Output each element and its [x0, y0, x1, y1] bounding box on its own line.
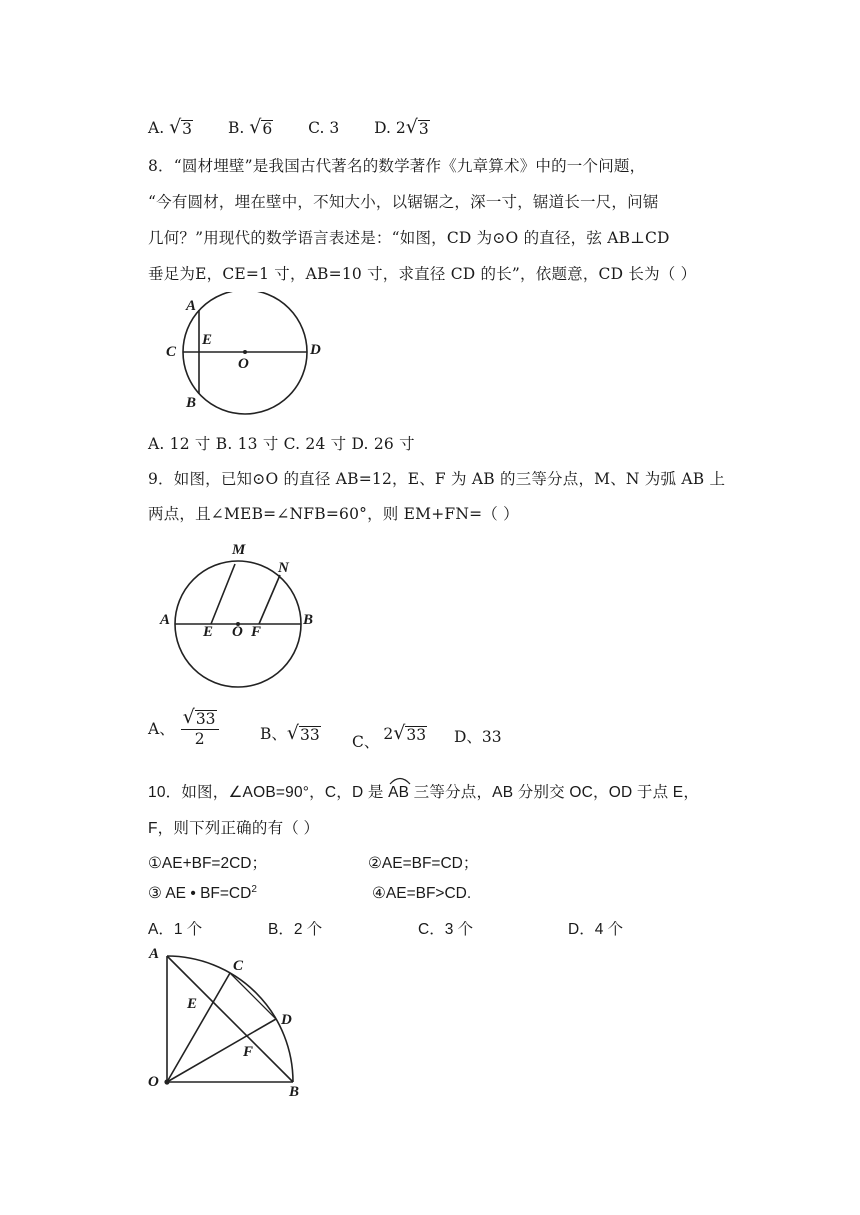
q10-line-2: F，则下列正确的有（ ） [148, 820, 320, 837]
q10-statement-2: ②AE=BF=CD； [368, 855, 479, 872]
q10-label-c: C [233, 958, 244, 974]
q8-figure [160, 292, 340, 417]
q7-option-b: B. √ 6 [227, 116, 273, 138]
q10-label-d: D [281, 1012, 292, 1028]
q10-figure [145, 944, 315, 1104]
q8-label-a: A [186, 298, 197, 314]
q10-option-a: A．1 个 [148, 921, 203, 938]
q9-label-f: F [251, 624, 262, 640]
q10-statement-3: ③ AE • $BF=CD^2$ [148, 884, 257, 903]
q10-option-c: C．3 个 [418, 921, 474, 938]
q8-label-b: B [186, 395, 197, 411]
q7-option-a: A. √ 3 [148, 116, 193, 138]
arc-mark-icon [388, 775, 412, 785]
q10-label-b: B [289, 1084, 300, 1100]
q9-option-c: C、 2 √ 33 [352, 722, 427, 751]
q7-options [148, 118, 430, 139]
q9-line-1: 9．如图，已知⊙O 的直径 AB=12，E、F 为 AB 的三等分点，M、N 为弧 AB 上 [148, 470, 726, 488]
q7-option-d: D. 2 √ 3 [374, 116, 429, 138]
q10-label-e: E [187, 996, 198, 1012]
q8-line-2: “今有圆材，埋在壁中，不知大小，以锯锯之，深一寸，锯道长一尺，问锯 [148, 193, 659, 211]
q8-line-1: 8．“圆材埋壁”是我国古代著名的数学著作《九章算术》中的一个问题， [148, 157, 646, 175]
q9-figure [155, 538, 330, 693]
q9-label-o: O [232, 624, 243, 640]
q9-label-b: B [303, 612, 314, 628]
q10-line-1: 10．如图，∠AOB=90°，C，D 是 AB 三等分点，AB 分别交 OC，OD 于点 E， [148, 780, 699, 802]
q8-label-e: E [202, 332, 213, 348]
q8-line-4: 垂足为E，CE=1 寸，AB=10 寸，求直径 CD 的长”，依题意，CD 长为（ ） [148, 265, 697, 283]
q10-option-b: B．2 个 [268, 921, 323, 938]
q8-label-d: D [310, 342, 321, 358]
q10-statement-1: ①AE+BF=2CD； [148, 855, 267, 872]
q10-label-o: O [148, 1074, 159, 1090]
q9-option-b: B、 √ 33 [260, 722, 320, 744]
q8-options: A. 12 寸 B. 13 寸 C. 24 寸 D. 26 寸 [148, 435, 415, 453]
q9-label-m: M [232, 542, 246, 558]
q8-label-c: C [166, 344, 177, 360]
q7-option-c: C. 3 [308, 119, 340, 137]
q9-label-n: N [278, 560, 289, 576]
q9-label-a: A [160, 612, 171, 628]
q8-label-o: O [238, 356, 249, 372]
q10-label-a: A [149, 946, 160, 962]
q10-label-f: F [243, 1044, 254, 1060]
q10-option-d: D．4 个 [568, 921, 624, 938]
q9-line-2: 两点，且∠MEB=∠NFB=60°，则 EM+FN=（ ） [148, 505, 519, 523]
q9-label-e: E [203, 624, 214, 640]
q8-line-3: 几何？”用现代的数学语言表述是：“如图，CD 为⊙O 的直径，弦 AB⊥CD [148, 229, 670, 247]
q10-statement-4: ④AE=BF>CD. [372, 885, 472, 902]
q9-option-d: D、33 [454, 728, 502, 746]
q10-arc-ab: AB [388, 784, 409, 802]
q9-option-a: A、 √ 33 2 [148, 708, 219, 748]
